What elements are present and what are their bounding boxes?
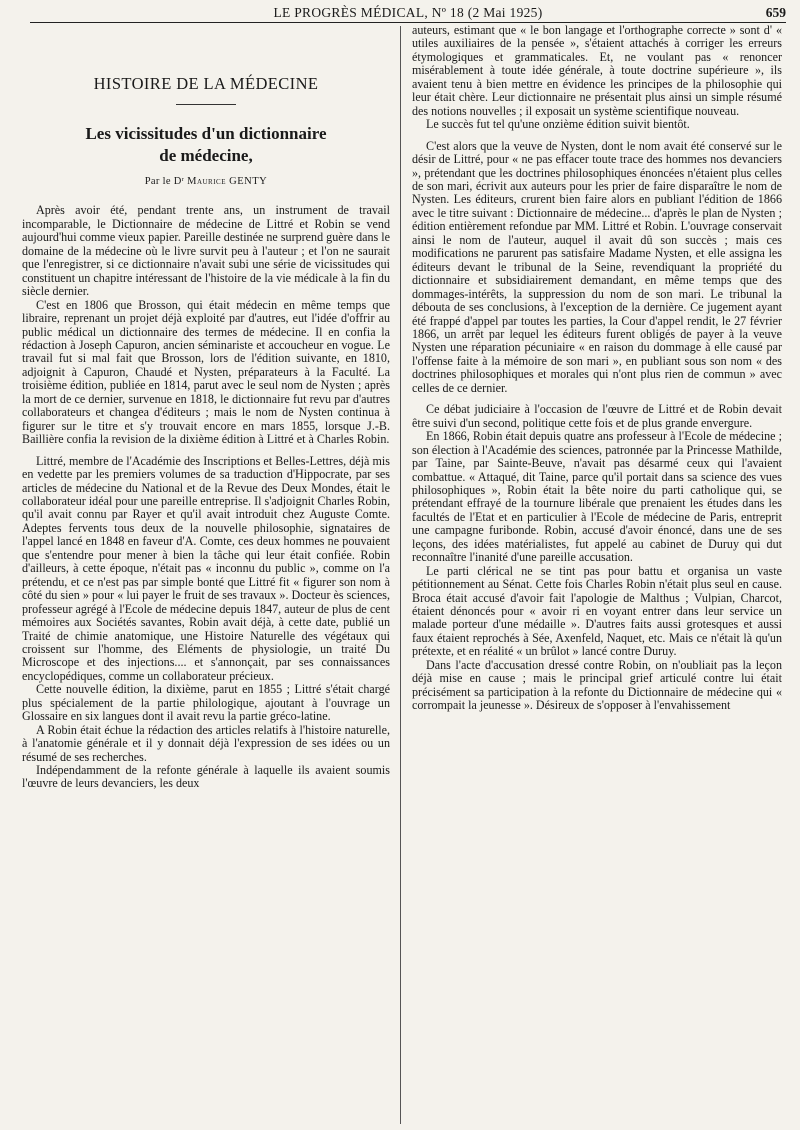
article-title [22, 123, 390, 167]
paragraph: A Robin était échue la rédaction des articles relatifs à l'histoire naturelle, à l'anatomie générale et il y donnait déjà l'expression de ses idées ou un résumé de ses recherches. [22, 722, 390, 764]
byline-author: Maurice GENTY [187, 176, 268, 187]
paragraph: C'est alors que la veuve de Nysten, dont le nom avait été conservé sur le désir de Littré, pour « ne pas effacer toute trace des hommes nos devanciers », prétendant que les doctrines philosophiques énoncées n'étaient plus celles de son mari, écrivit aux auteurs pour les prier de faire disparaître le nom de Nysten. Les éditeurs, crurent bien faire alors en publiant l'édition de 1866 avec le titre suivant : Dictionnaire de médecine... d'après le plan de Nysten ; édition entièrement refondue par MM. Littré et Robin. L'ouvrage conservait ainsi le nom de l'auteur, auquel il avait dû son succès ; mais ces modifications ne parurent pas satisfaire Madame Nysten, et elle assigna les éditeurs devant le tribunal de la Seine, revendiquant la propriété du dictionnaire et subsidiairement demandant, en même temps que des dommages-intérêts, la suppression du nom de son mari. Le tribunal la débouta de ses conclusions, à l'exception de la dernière. Ce jugement ayant été frappé d'appel par toutes les parties, la Cour d'appel rendit, le 27 février 1866, un arrêt par lequel les éditeurs furent obligés de payer à la veuve Nysten une réparation pécuniaire « en raison du dommage à elle causé par l'offense faite à la mémoire de son mari », en publiant sous son nom « des doctrines philosophiques et morales qui n'ont plus rien de commun » avec celles de ce dernier. [412, 138, 782, 395]
running-head [30, 4, 786, 23]
heading-rule [176, 104, 236, 105]
paragraph: Dans l'acte d'accusation dressé contre Robin, on n'oubliait pas la leçon déjà mise en cause ; mais le principal grief articulé contre lui était précisément sa participation à la refonte du Dictionnaire de médecine qui « corrompait la jeunesse ». Désireux de s'opposer à l'envahissement [412, 657, 782, 713]
paragraph: Le succès fut tel qu'une onzième édition suivit bientôt. [426, 117, 690, 132]
section-heading: HISTOIRE DE LA MÉDECINE [93, 74, 319, 93]
paragraph: Littré, membre de l'Académie des Inscriptions et Belles-Lettres, déjà mis en vedette par les premiers volumes de sa traduction d'Hippocrate, par ses articles de médecine du National et de la Revue des Deux Mondes, était le collaborateur idéal pour une pareille entreprise. Il s'adjoignit Charles Robin, qu'il avait connu par Rayer et qu'il avait introduit chez Auguste Comte. Adeptes fervents tous deux de la nouvelle philosophie, signataires de l'appel lancé en 1848 en faveur d'A. Comte, ces deux hommes ne pouvaient que s'entendre pour mener à bien la tâche qui leur était confiée. Robin d'ailleurs, à cette époque, n'était pas « inconnu du public », comme on l'a prétendu, et ce n'est pas par simple bonté que Littré fit « figurer son nom à côté du sien » pour « lui payer le fruit de ses travaux ». Docteur ès sciences, professeur agrégé à l'Ecole de médecine depuis 1847, auteur de plus de cent mémoires aux Sociétés savantes, Robin avait déjà, à cette date, publié un Traité de chimie anatomique, une Histoire Naturelle des végétaux qui croissent sur l'homme, des Eléments de physiologie, un traité Du Microscope et des injections.... et s'annonçait, par ses connaissances encyclopédiques, comme un collaborateur précieux. [22, 453, 390, 683]
article-title-line-1: Les vicissitudes d'un dictionnaire [85, 124, 327, 143]
journal-title: LE PROGRÈS MÉDICAL, Nº 18 (2 Mai 1925) [273, 5, 543, 20]
paragraph: auteurs, estimant que « le bon langage et l'orthographe correcte » sont d' « utiles auxiliaires de la pensée », s'étaient attachés à corriger les erreurs étymologiques et grammaticales. Et, ne voulant pas « renoncer misérablement à toute idée générale, à toute doctrine supérieure », ils avaient tenu à bien mettre en évidence les principes de la philosophie qui leur était chère. Leur dictionnaire ne présentait plus ainsi un simple résumé des notions nouvelles ; il exposait un système scientifique nouveau. [412, 24, 782, 118]
paragraph: C'est en 1806 que Brosson, qui était médecin en même temps que libraire, reprenant un projet déjà exploité par d'autres, eut l'idée d'offrir au public médical un dictionnaire des termes de médecine. Il en confia la rédaction à Joseph Capuron, ancien séminariste et accoucheur en vogue. Le travail fut si mal fait que Brosson, lors de l'édition suivante, en 1810, adjoignit à Capuron, Chaudé et Nysten, préparateurs à la Faculté. La troisième édition, publiée en 1814, parut avec le seul nom de Nysten ; après la mort de ce dernier, survenue en 1818, le dictionnaire fut revu par d'autres collaborateurs et changea d'éditeurs ; mais le nom de Nysten continua à figurer sur le titre et s'y trouvait encore en mars 1855, lorsque J.-B. Baillière confia la revision de la dixième édition à Littré et à Charles Robin. [22, 297, 390, 447]
paragraph: Cette nouvelle édition, la dixième, parut en 1855 ; Littré s'était chargé plus spécialement de la partie philologique, ajoutant à l'ouvrage un Glossaire en six langues dont il avait revu la partie gréco-latine. [22, 682, 390, 724]
paragraph: Le parti clérical ne se tint pas pour battu et organisa un vaste pétitionnement au Sénat. Cette fois Charles Robin n'était plus seul en cause. Broca était accusé d'avoir fait l'apologie de Malthus ; Vulpian, Charcot, étaient dénoncés pour « avoir ri en voyant entrer dans leur service un malade porteur d'une médaille ». D'autres faits aussi grotesques et aussi faux étaient reprochés à Sée, Axenfeld, Naquet, etc. Mais ce n'était là qu'un prétexte, et en réalité « un brûlot » lancé contre Duruy. [412, 563, 782, 659]
paragraph: Après avoir été, pendant trente ans, un instrument de travail incomparable, le Dictionnaire de médecine de Littré et Robin se vend aujourd'hui comme vieux papier. Pareille destinée ne surprend guère dans le domaine de la médecine où le livre survit peu à l'auteur ; et l'on ne saurait que l'enregistrer, si ce dictionnaire n'avait subi une série de vicissitudes qui constituent un chapitre intéressant de l'histoire de la vie médicale à la fin du siècle dernier. [22, 203, 390, 299]
right-column [412, 24, 782, 1122]
paragraph: Ce débat judiciaire à l'occasion de l'œuvre de Littré et de Robin devait être suivi d'un second, politique cette fois et de plus grande envergure. [412, 402, 782, 430]
paragraph: Indépendamment de la refonte générale à laquelle ils avaient soumis l'œuvre de leurs devanciers, les deux [22, 763, 390, 791]
byline-prefix: Par le Dʳ [144, 176, 188, 187]
article-title-line-2: de médecine, [159, 146, 253, 165]
page-number: 659 [765, 5, 786, 20]
left-column [22, 26, 390, 1124]
byline [22, 175, 390, 188]
paragraph: En 1866, Robin était depuis quatre ans professeur à l'Ecole de médecine ; son élection à l'Académie des sciences, patronnée par la Princesse Mathilde, par Taine, par Sainte-Beuve, n'avait pas désarmé ceux qui l'avaient combattue. « Attaqué, dit Taine, parce qu'il portait dans sa science des vues philosophiques », Robin était la bête noire du parti catholique qui, se prétendant effrayé de la tournure libérale que prenaient les études dans les facultés de l'Etat et en particulier à l'Ecole de médecine de Paris, entreprit une campagne furibonde. Robin, accusé d'avoir énoncé, dans une de ses leçons, des idées matérialistes, fut appelé au cabinet de Duruy qui dut reconnaître l'inanité d'une pareille accusation. [412, 429, 782, 565]
column-divider [400, 26, 401, 1124]
